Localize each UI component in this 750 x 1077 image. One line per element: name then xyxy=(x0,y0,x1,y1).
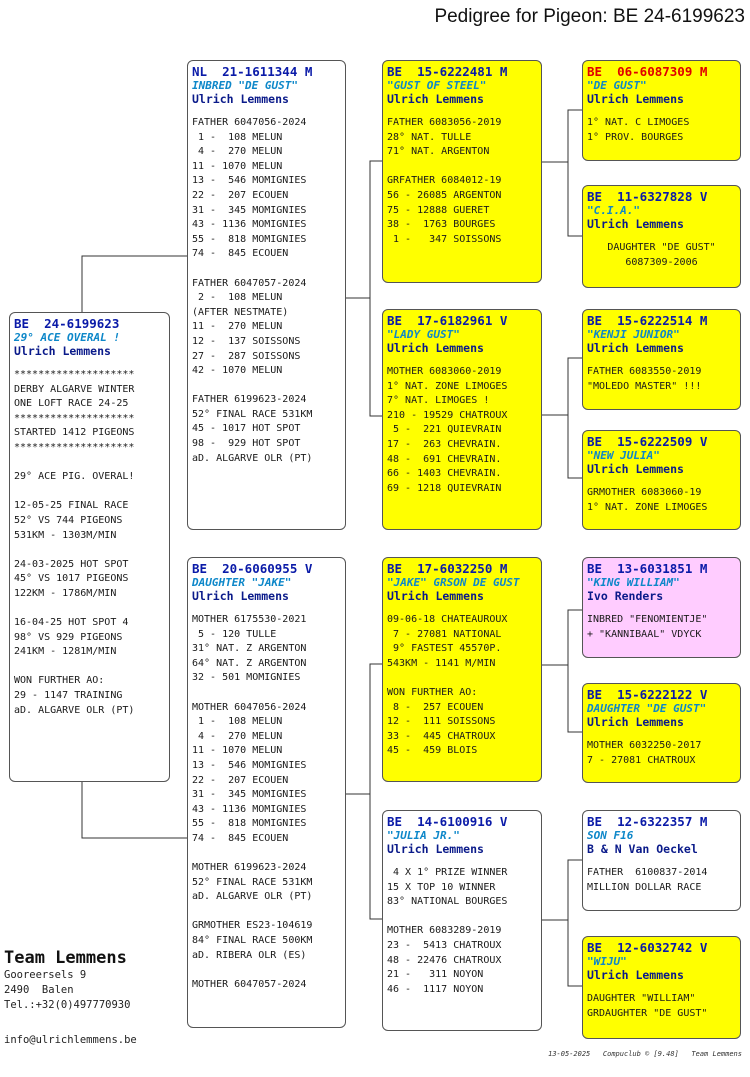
result-line: 71° NAT. ARGENTON xyxy=(387,146,490,158)
result-line: 75 - 12888 GUERET xyxy=(387,204,490,216)
result-line: 1° NAT. C LIMOGES xyxy=(587,117,690,128)
result-line: 17 - 263 CHEVRAIN. xyxy=(387,438,502,450)
result-line: 1° PROV. BOURGES xyxy=(587,131,684,143)
result-line: 69 - 1218 QUIEVRAIN xyxy=(387,482,502,494)
result-line: ******************** xyxy=(14,369,135,380)
pedigree-card-ff[interactable] xyxy=(382,60,542,283)
pigeon-nickname: "WIJU" xyxy=(587,955,627,968)
pigeon-nickname: INBRED "DE GUST" xyxy=(192,79,298,92)
result-line: 15 X TOP 10 WINNER xyxy=(387,881,496,893)
result-line: GRMOTHER ES23-104619 xyxy=(192,920,313,932)
result-line: DAUGHTER "WILLIAM" xyxy=(587,993,696,1004)
result-line: 1 - 347 SOISSONS xyxy=(387,233,502,245)
result-line: 241KM - 1281M/MIN xyxy=(14,646,117,658)
result-line xyxy=(192,686,341,701)
result-line: 4 - 270 MELUN xyxy=(192,730,283,742)
result-line: MOTHER 6032250-2017 xyxy=(587,740,702,751)
result-line: 52° FINAL RACE 531KM xyxy=(192,408,313,420)
owner-name: Ulrich Lemmens xyxy=(587,341,684,355)
pedigree-card-mfm[interactable] xyxy=(582,683,741,783)
results-list xyxy=(14,368,165,718)
ring-number: BE 24-6199623 xyxy=(14,316,120,331)
results-list xyxy=(587,365,736,394)
result-line xyxy=(192,847,341,862)
result-line xyxy=(387,671,537,686)
result-line: 48 - 691 CHEVRAIN. xyxy=(387,453,502,465)
result-line: 31 - 345 MOMIGNIES xyxy=(192,789,307,801)
team-address-city: 2490 Balen xyxy=(4,984,74,996)
pedigree-card-mmm[interactable] xyxy=(582,936,741,1039)
ring-number: BE 15-6222514 M xyxy=(587,313,708,328)
result-line: 83° NATIONAL BOURGES xyxy=(387,896,508,908)
pedigree-card-fff[interactable] xyxy=(582,60,741,161)
result-line: WON FURTHER AO: xyxy=(14,675,105,687)
pigeon-nickname: "LADY GUST" xyxy=(387,328,460,341)
result-line xyxy=(192,905,341,920)
pigeon-nickname: DAUGHTER "DE GUST" xyxy=(587,702,707,715)
pedigree-card-father[interactable] xyxy=(187,60,346,530)
result-line: aD. ALGARVE OLR (PT) xyxy=(192,452,313,464)
pedigree-card-mm[interactable] xyxy=(382,810,542,1031)
result-line: 11 - 270 MELUN xyxy=(192,321,283,333)
owner-name: Ulrich Lemmens xyxy=(387,589,484,603)
result-line: aD. ALGARVE OLR (PT) xyxy=(192,891,313,903)
result-line: 5 - 221 QUIEVRAIN xyxy=(387,424,502,436)
results-list xyxy=(587,116,736,145)
result-line: GRFATHER 6084012-19 xyxy=(387,175,502,187)
result-line: 1° NAT. ZONE LIMOGES xyxy=(387,380,508,392)
result-line: 7 - 27081 NATIONAL xyxy=(387,628,502,640)
pedigree-card-fm[interactable] xyxy=(382,309,542,530)
owner-name: Ulrich Lemmens xyxy=(387,92,484,106)
result-line: INBRED "FENOMIENTJE" xyxy=(587,614,708,625)
team-name: Team Lemmens xyxy=(4,948,127,968)
result-line: MOTHER 6047057-2024 xyxy=(192,978,307,990)
result-line xyxy=(387,160,537,175)
result-line: 52° VS 744 PIGEONS xyxy=(14,514,123,526)
pedigree-card-mmf[interactable] xyxy=(582,810,741,911)
result-line: 43 - 1136 MOMIGNIES xyxy=(192,803,307,815)
result-line: (AFTER NESTMATE) xyxy=(192,306,289,318)
pigeon-nickname: "C.I.A." xyxy=(587,204,640,217)
result-line xyxy=(14,660,165,675)
ring-number: BE 15-6222481 M xyxy=(387,64,508,79)
pigeon-nickname: DAUGHTER "JAKE" xyxy=(192,576,292,589)
ring-number: BE 12-6032742 V xyxy=(587,940,708,955)
pedigree-card-mf[interactable] xyxy=(382,557,542,782)
result-line: 38 - 1763 BOURGES xyxy=(387,219,496,231)
pigeon-nickname: "JAKE" GRSON DE GUST xyxy=(387,576,520,589)
result-line: FATHER 6083056-2019 xyxy=(387,117,502,128)
pigeon-nickname: "GUST OF STEEL" xyxy=(387,79,487,92)
result-line: MOTHER 6083060-2019 xyxy=(387,366,502,377)
result-line: MILLION DOLLAR RACE xyxy=(587,881,702,893)
footer-credit: 13-05-2025 Compuclub © [9.48] Team Lemmens xyxy=(548,1050,742,1058)
ring-number: BE 14-6100916 V xyxy=(387,814,508,829)
result-line: ONE LOFT RACE 24-25 xyxy=(14,398,129,410)
owner-name: Ulrich Lemmens xyxy=(192,589,289,603)
result-line: 52° FINAL RACE 531KM xyxy=(192,876,313,888)
result-line: 22 - 207 ECOUEN xyxy=(192,774,289,786)
result-line xyxy=(192,379,341,394)
result-line: 11 - 1070 MELUN xyxy=(192,745,283,757)
result-line: 98 - 929 HOT SPOT xyxy=(192,438,301,450)
result-line: FATHER 6047057-2024 xyxy=(192,277,307,289)
result-line: 7° NAT. LIMOGES ! xyxy=(387,395,490,407)
ring-number: BE 20-6060955 V xyxy=(192,561,313,576)
result-line: 29° ACE PIG. OVERAL! xyxy=(14,471,135,483)
result-line xyxy=(192,963,341,978)
owner-name: Ulrich Lemmens xyxy=(192,92,289,106)
result-line: 23 - 5413 CHATROUX xyxy=(387,939,502,951)
result-line: 24-03-2025 HOT SPOT xyxy=(14,558,129,570)
result-line: 45 - 1017 HOT SPOT xyxy=(192,423,301,435)
pedigree-card-ffm[interactable] xyxy=(582,185,741,288)
result-line: 16-04-25 HOT SPOT 4 xyxy=(14,617,129,629)
result-line: 9° FASTEST 45570P. xyxy=(387,643,502,655)
pigeon-nickname: "KING WILLIAM" xyxy=(587,576,680,589)
result-line: FATHER 6083550-2019 xyxy=(587,366,702,377)
result-line: 13 - 546 MOMIGNIES xyxy=(192,759,307,771)
owner-name: B & N Van Oeckel xyxy=(587,842,698,856)
team-address-street: Gooreersels 9 xyxy=(4,969,87,981)
result-line: 6087309-2006 xyxy=(625,256,698,268)
result-line: 09-06-18 CHATEAUROUX xyxy=(387,614,508,625)
results-list xyxy=(587,866,736,895)
result-line: 7 - 27081 CHATROUX xyxy=(587,754,696,766)
result-line xyxy=(14,543,165,558)
pigeon-nickname: "JULIA JR." xyxy=(387,829,460,842)
result-line: 1° NAT. ZONE LIMOGES xyxy=(587,501,708,513)
results-list xyxy=(587,992,736,1021)
result-line: FATHER 6199623-2024 xyxy=(192,394,307,406)
result-line: GRMOTHER 6083060-19 xyxy=(587,487,702,498)
result-line: 29 - 1147 TRAINING xyxy=(14,690,123,702)
page-title: Pedigree for Pigeon: BE 24-6199623 xyxy=(434,6,745,27)
result-line: 55 - 818 MOMIGNIES xyxy=(192,233,307,245)
result-line: 543KM - 1141 M/MIN xyxy=(387,657,496,669)
result-line xyxy=(14,456,165,471)
results-list xyxy=(387,365,537,496)
result-line: 32 - 501 MOMIGNIES xyxy=(192,672,301,684)
result-line: DERBY ALGARVE WINTER xyxy=(14,383,135,395)
result-line: ******************** xyxy=(14,412,135,424)
owner-name: Ivo Renders xyxy=(587,589,664,603)
result-line: 12-05-25 FINAL RACE xyxy=(14,500,129,512)
ring-number: BE 17-6032250 M xyxy=(387,561,508,576)
result-line: 8 - 257 ECOUEN xyxy=(387,701,484,713)
owner-name: Ulrich Lemmens xyxy=(387,341,484,355)
pigeon-nickname: SON F16 xyxy=(587,829,634,842)
results-list xyxy=(387,116,537,247)
result-line: "MOLEDO MASTER" !!! xyxy=(587,380,702,392)
result-line: FATHER 6100837-2014 xyxy=(587,867,708,878)
result-line: aD. ALGARVE OLR (PT) xyxy=(14,704,135,716)
result-line xyxy=(387,910,537,925)
pedigree-card-fmf[interactable] xyxy=(582,309,741,410)
result-line: 31 - 345 MOMIGNIES xyxy=(192,204,307,216)
result-line: STARTED 1412 PIGEONS xyxy=(14,427,135,439)
result-line: 210 - 19529 CHATROUX xyxy=(387,409,508,421)
ring-number: BE 17-6182961 V xyxy=(387,313,508,328)
pedigree-card-fmm[interactable] xyxy=(582,430,741,530)
result-line: DAUGHTER "DE GUST" xyxy=(607,242,716,253)
result-line: 46 - 1117 NOYON xyxy=(387,983,484,995)
owner-name: Ulrich Lemmens xyxy=(587,968,684,982)
result-line xyxy=(192,262,341,277)
team-phone: Tel.:+32(0)497770930 xyxy=(4,999,131,1011)
pedigree-card-mff[interactable] xyxy=(582,557,741,658)
owner-name: Ulrich Lemmens xyxy=(587,462,684,476)
results-list xyxy=(587,739,736,768)
owner-name: Ulrich Lemmens xyxy=(587,92,684,106)
pigeon-nickname: "DE GUST" xyxy=(587,79,647,92)
results-list xyxy=(192,116,341,466)
result-line xyxy=(14,602,165,617)
pedigree-card-mother[interactable] xyxy=(187,557,346,1028)
result-line: MOTHER 6047056-2024 xyxy=(192,701,307,713)
team-contact xyxy=(4,948,130,1013)
result-line: 84° FINAL RACE 500KM xyxy=(192,935,313,947)
result-line: MOTHER 6175530-2021 xyxy=(192,614,307,625)
result-line: aD. RIBERA OLR (ES) xyxy=(192,949,307,961)
results-list xyxy=(587,486,736,515)
result-line: 13 - 546 MOMIGNIES xyxy=(192,175,307,187)
result-line: 12 - 111 SOISSONS xyxy=(387,716,496,728)
result-line: 74 - 845 ECOUEN xyxy=(192,248,289,260)
result-line: 55 - 818 MOMIGNIES xyxy=(192,818,307,830)
team-email-link[interactable]: info@ulrichlemmens.be xyxy=(4,1034,137,1046)
result-line: 5 - 120 TULLE xyxy=(192,628,277,640)
results-list xyxy=(587,613,736,642)
result-line: 122KM - 1786M/MIN xyxy=(14,587,117,599)
ring-number: BE 15-6222509 V xyxy=(587,434,708,449)
result-line: 1 - 108 MELUN xyxy=(192,131,283,143)
result-line: 45° VS 1017 PIGEONS xyxy=(14,573,129,585)
pigeon-nickname: "KENJI JUNIOR" xyxy=(587,328,680,341)
pedigree-card-subject[interactable] xyxy=(9,312,170,782)
ring-number: BE 12-6322357 M xyxy=(587,814,708,829)
results-list xyxy=(192,613,341,992)
result-line: WON FURTHER AO: xyxy=(387,686,478,698)
result-line: 4 X 1° PRIZE WINNER xyxy=(387,867,508,878)
result-line: 42 - 1070 MELUN xyxy=(192,365,283,377)
result-line: 33 - 445 CHATROUX xyxy=(387,730,496,742)
ring-number: BE 13-6031851 M xyxy=(587,561,708,576)
results-list xyxy=(387,613,537,759)
result-line: + "KANNIBAAL" VDYCK xyxy=(587,628,702,640)
ring-number: BE 15-6222122 V xyxy=(587,687,708,702)
owner-name: Ulrich Lemmens xyxy=(587,217,684,231)
result-line: 64° NAT. Z ARGENTON xyxy=(192,657,307,669)
result-line: 27 - 287 SOISSONS xyxy=(192,350,301,362)
pigeon-nickname: 29° ACE OVERAL ! xyxy=(14,331,120,344)
result-line: 11 - 1070 MELUN xyxy=(192,160,283,172)
result-line: 21 - 311 NOYON xyxy=(387,969,484,981)
result-line: 28° NAT. TULLE xyxy=(387,131,472,143)
pigeon-nickname: "NEW JULIA" xyxy=(587,449,660,462)
result-line: GRDAUGHTER "DE GUST" xyxy=(587,1007,708,1019)
ring-number: BE 06-6087309 M xyxy=(587,64,708,79)
result-line xyxy=(14,485,165,500)
result-line: ******************** xyxy=(14,441,135,453)
result-line: 74 - 845 ECOUEN xyxy=(192,832,289,844)
result-line: 531KM - 1303M/MIN xyxy=(14,529,117,541)
ring-number: BE 11-6327828 V xyxy=(587,189,708,204)
result-line: MOTHER 6199623-2024 xyxy=(192,862,307,874)
result-line: 56 - 26085 ARGENTON xyxy=(387,189,502,201)
results-list xyxy=(387,866,537,997)
owner-name: Ulrich Lemmens xyxy=(14,344,111,358)
result-line: 66 - 1403 CHEVRAIN. xyxy=(387,468,502,480)
result-line: 48 - 22476 CHATROUX xyxy=(387,954,502,966)
result-line: 12 - 137 SOISSONS xyxy=(192,335,301,347)
result-line: FATHER 6047056-2024 xyxy=(192,117,307,128)
result-line: MOTHER 6083289-2019 xyxy=(387,925,502,937)
result-line: 1 - 108 MELUN xyxy=(192,716,283,728)
results-list xyxy=(587,241,736,270)
ring-number: NL 21-1611344 M xyxy=(192,64,313,79)
result-line: 45 - 459 BLOIS xyxy=(387,745,478,757)
result-line: 2 - 108 MELUN xyxy=(192,292,283,304)
result-line: 4 - 270 MELUN xyxy=(192,146,283,158)
result-line: 43 - 1136 MOMIGNIES xyxy=(192,219,307,231)
owner-name: Ulrich Lemmens xyxy=(587,715,684,729)
result-line: 22 - 207 ECOUEN xyxy=(192,189,289,201)
owner-name: Ulrich Lemmens xyxy=(387,842,484,856)
result-line: 31° NAT. Z ARGENTON xyxy=(192,643,307,655)
result-line: 98° VS 929 PIGEONS xyxy=(14,631,123,643)
